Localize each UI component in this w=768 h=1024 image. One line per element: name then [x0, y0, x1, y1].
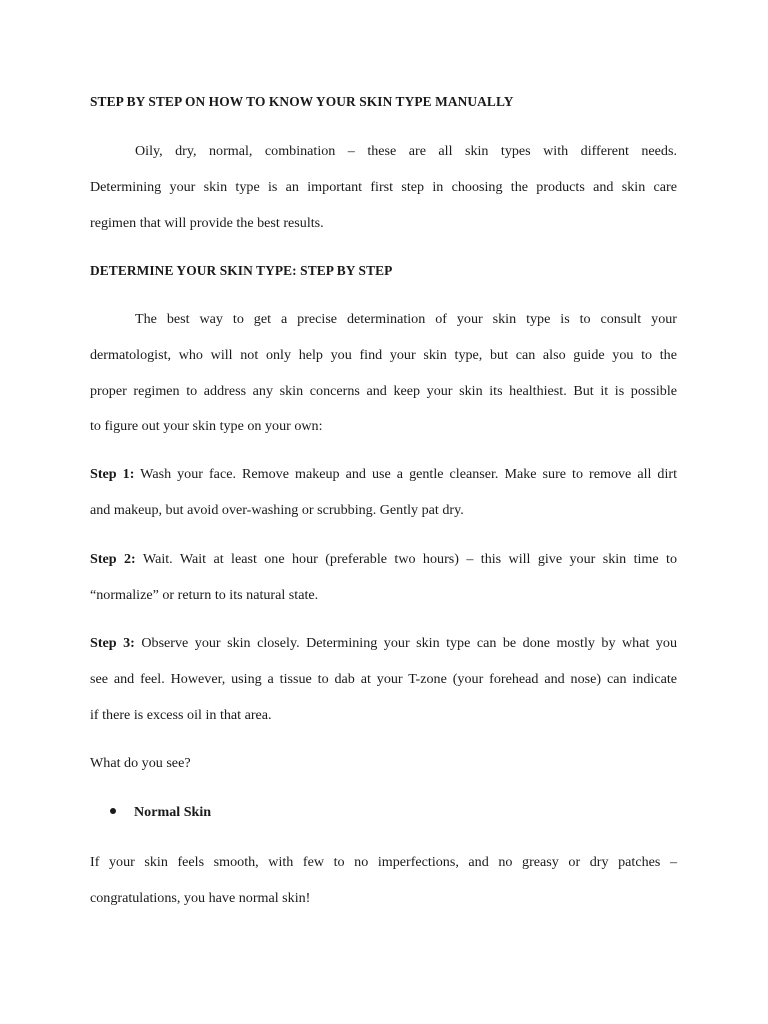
- intro-line: Oily, dry, normal, combination – these are all skin types with different needs.: [135, 143, 677, 159]
- step-label: Step 1:: [90, 466, 135, 482]
- normal-skin-paragraph: [90, 845, 677, 917]
- normal-line: If your skin feels smooth, with few to no imperfections, and no greasy or dry patches –: [90, 854, 677, 870]
- step-line: [90, 626, 677, 662]
- intro-paragraph: [90, 134, 677, 241]
- consult-line: The best way to get a precise determination of your skin type is to consult your: [135, 311, 677, 327]
- document-title: STEP BY STEP ON HOW TO KNOW YOUR SKIN TYPE MANUALLY: [90, 94, 514, 109]
- step-label: Step 2:: [90, 551, 136, 567]
- question-paragraph: [90, 746, 677, 782]
- consult-line: to figure out your skin type on your own:: [90, 418, 323, 435]
- step-line: if there is excess oil in that area.: [90, 706, 272, 723]
- section-heading: DETERMINE YOUR SKIN TYPE: STEP BY STEP: [90, 263, 393, 278]
- step-1-paragraph: [90, 457, 677, 529]
- bullet-label: Normal Skin: [134, 804, 212, 820]
- consult-line: proper regimen to address any skin concerns and keep your skin its healthiest. But it is possible: [90, 382, 677, 399]
- step-text: Observe your skin closely. Determining your skin type can be done mostly by what you: [134, 635, 677, 651]
- bullet-item: [110, 804, 211, 821]
- step-3-paragraph: [90, 626, 677, 733]
- consult-paragraph: [90, 302, 677, 445]
- step-2-paragraph: [90, 542, 677, 614]
- intro-line: regimen that will provide the best results.: [90, 214, 324, 231]
- step-line: [90, 542, 677, 578]
- step-line: and makeup, but avoid over-washing or scrubbing. Gently pat dry.: [90, 501, 464, 518]
- step-line: [90, 457, 677, 493]
- step-text: Wash your face. Remove makeup and use a gentle cleanser. Make sure to remove all dirt: [134, 466, 677, 482]
- step-text: Wait. Wait at least one hour (preferable two hours) – this will give your skin time to: [135, 551, 678, 567]
- consult-line: dermatologist, who will not only help you find your skin type, but can also guide you to the: [90, 346, 677, 363]
- question-text: What do you see?: [90, 755, 191, 771]
- normal-line: congratulations, you have normal skin!: [90, 889, 311, 906]
- step-label: Step 3:: [90, 635, 135, 651]
- step-line: “normalize” or return to its natural state.: [90, 586, 319, 603]
- step-line: see and feel. However, using a tissue to dab at your T-zone (your forehead and nose) can indicate: [90, 670, 677, 687]
- intro-line: Determining your skin type is an important first step in choosing the products and skin care: [90, 178, 677, 195]
- bullet-icon: [110, 808, 116, 814]
